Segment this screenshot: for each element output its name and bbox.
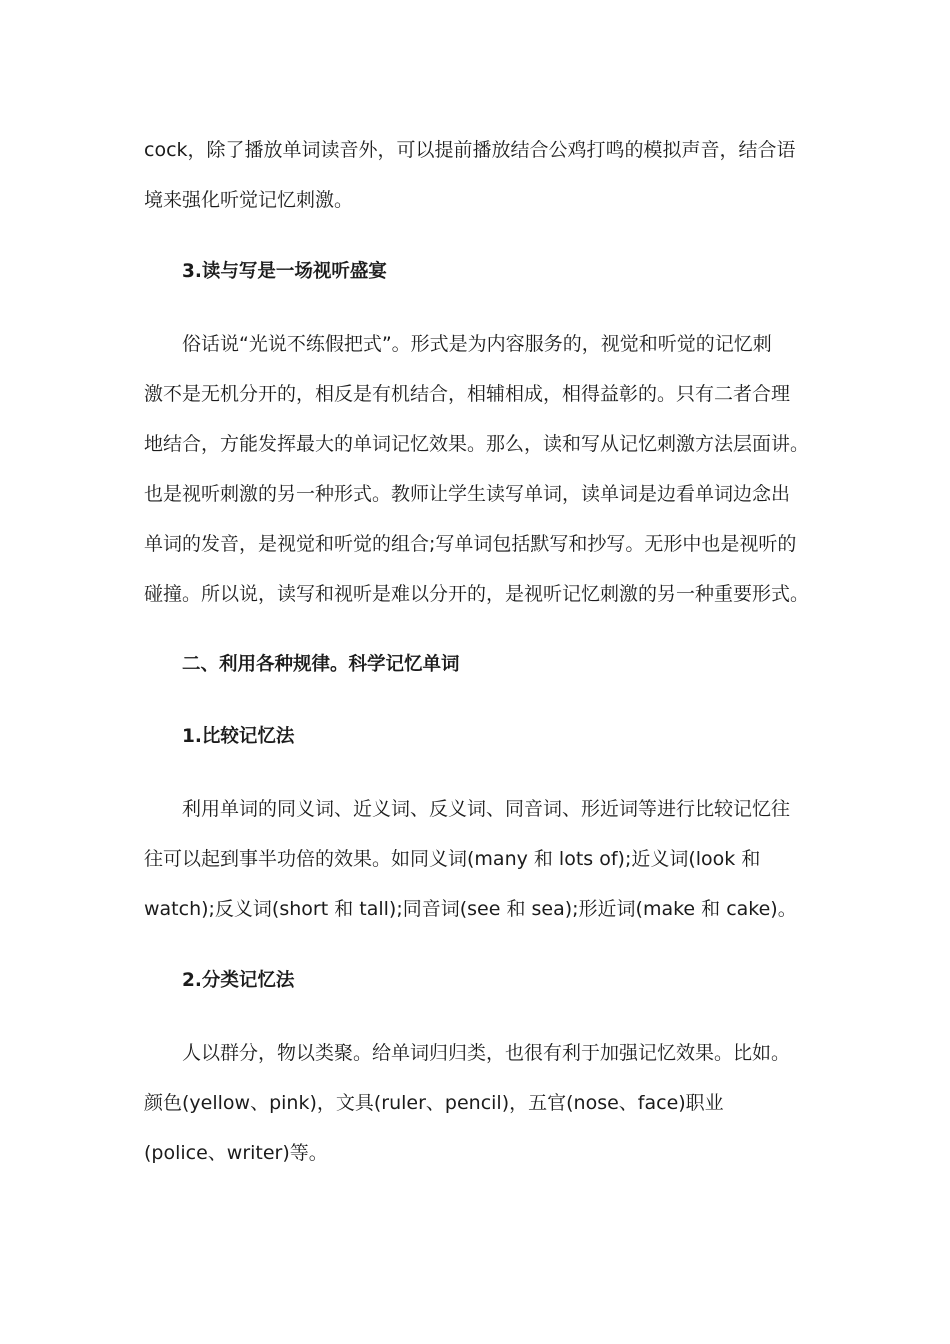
paragraph-continuation — [144, 125, 808, 225]
heading-text: 3.读与写是一场视听盛宴 — [182, 261, 387, 282]
text-line: watch);反义词(short 和 tall);同音词(see 和 sea);形近词(make 和 cake)。 — [144, 898, 797, 920]
text-line: 往可以起到事半功倍的效果。如同义词(many 和 lots of);近义词(look 和 — [144, 848, 761, 870]
section-heading-2 — [144, 640, 808, 690]
section-heading-3 — [144, 247, 808, 297]
paragraph-comparison — [144, 784, 808, 934]
heading-text: 2.分类记忆法 — [182, 970, 295, 991]
paragraph-classification — [144, 1028, 808, 1178]
text-line: 利用单词的同义词、近义词、反义词、同音词、形近词等进行比较记忆往 — [182, 798, 791, 820]
subsection-heading-classification — [144, 956, 808, 1006]
text-line: 碰撞。所以说，读写和视听是难以分开的，是视听记忆刺激的另一种重要形式。 — [144, 583, 810, 605]
text-line: 俗话说“光说不练假把式”。形式是为内容服务的，视觉和听觉的记忆刺 — [182, 333, 772, 355]
text-line: cock，除了播放单词读音外，可以提前播放结合公鸡打鸣的模拟声音，结合语 — [144, 139, 796, 161]
paragraph-reading-writing — [144, 319, 808, 619]
text-line: 单词的发音，是视觉和听觉的组合;写单词包括默写和抄写。无形中也是视听的 — [144, 533, 797, 555]
text-line: 颜色(yellow、pink)，文具(ruler、pencil)，五官(nose、face)职业 — [144, 1092, 724, 1114]
subsection-heading-comparison — [144, 712, 808, 762]
text-line: 激不是无机分开的，相反是有机结合，相辅相成，相得益彰的。只有二者合理 — [144, 383, 791, 405]
heading-text: 二、利用各种规律。科学记忆单词 — [182, 654, 460, 675]
text-line: 境来强化听觉记忆刺激。 — [144, 189, 354, 211]
text-line: 人以群分，物以类聚。给单词归归类，也很有利于加强记忆效果。比如。 — [182, 1042, 791, 1064]
text-line: (police、writer)等。 — [144, 1142, 328, 1164]
text-line: 也是视听刺激的另一种形式。教师让学生读写单词，读单词是边看单词边念出 — [144, 483, 791, 505]
heading-text: 1.比较记忆法 — [182, 726, 295, 747]
text-line: 地结合，方能发挥最大的单词记忆效果。那么，读和写从记忆刺激方法层面讲。 — [144, 433, 810, 455]
